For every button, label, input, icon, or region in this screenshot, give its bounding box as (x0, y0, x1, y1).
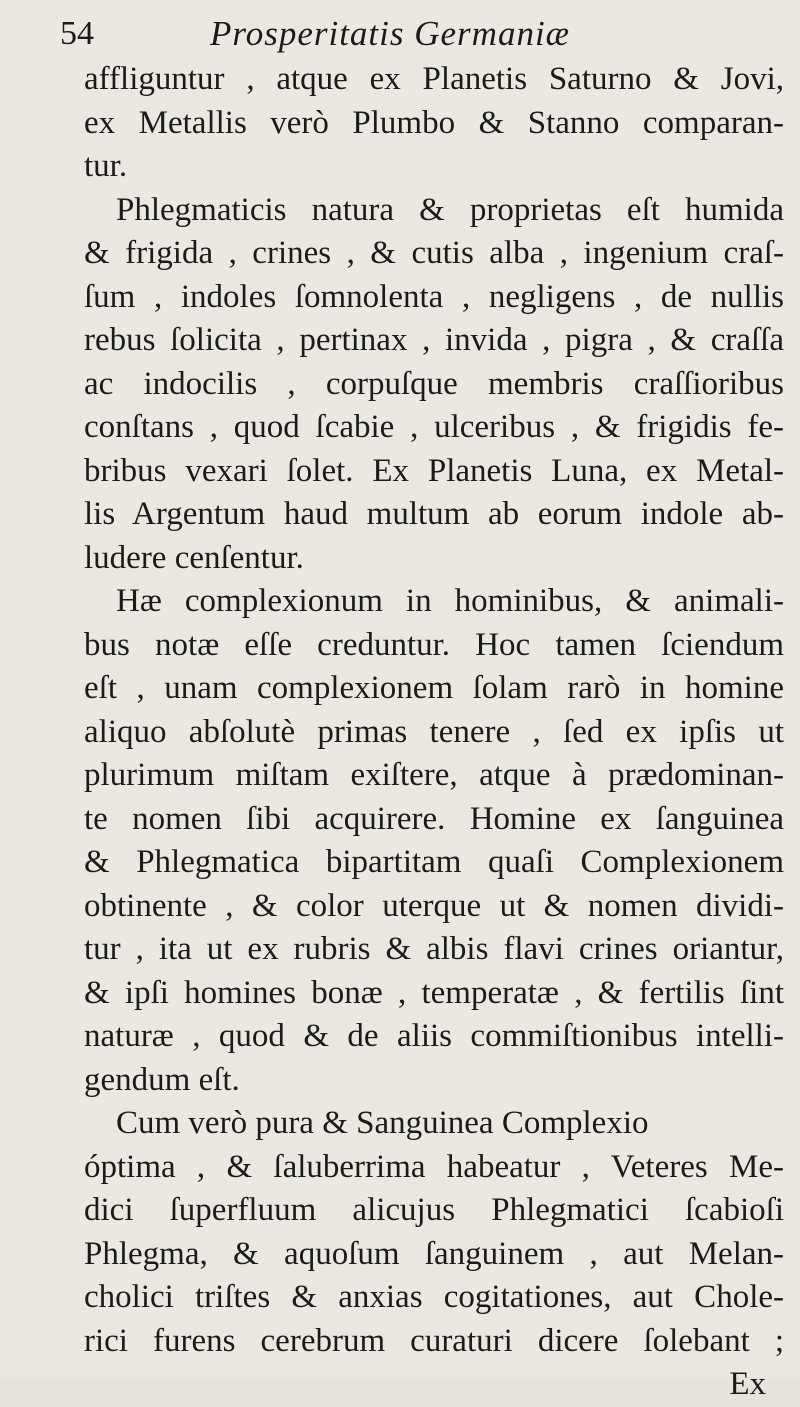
text-line: ludere cenſentur. (84, 539, 304, 576)
text-line: conſtans , quod ſcabie , ulceribus , & frigidis fe- (84, 409, 784, 445)
text-line: tur , ita ut ex rubris & albis flavi crines oriantur, (84, 931, 784, 967)
text-line: bribus vexari ſolet. Ex Planetis Luna, ex Metal- (84, 452, 785, 489)
text-line: & Phlegmatica bipartitam quaſi Complexionem (84, 844, 784, 880)
catchword-line (84, 1363, 784, 1407)
text-line: óptima , & ſaluberrima habeatur , Veteres Me- (84, 1148, 784, 1185)
text-line: aliquo abſolutè primas tenere , ſed ex ipſis ut (84, 713, 784, 750)
text-line: & ipſi homines bonæ , temperatæ , & fertilis ſint (84, 974, 784, 1011)
text-line: rebus ſolicita , pertinax , invida , pigra , & craſſa (84, 322, 784, 358)
text-line: dici ſuperfluum alicujus Phlegmatici ſcabioſi (84, 1192, 784, 1228)
text-line: & frigida , crines , & cutis alba , ingenium craſ- (84, 235, 784, 271)
text-line: rici furens cerebrum curaturi dicere ſolebant ; (84, 1322, 784, 1359)
text-line: Hæ complexionum in hominibus, & animali- (116, 583, 784, 619)
text-line: ex Metallis verò Plumbo & Stanno comparan- (84, 104, 784, 141)
running-head (60, 12, 760, 56)
text-line: cholici triſtes & anxias cogitationes, aut Chole- (84, 1279, 784, 1315)
page-number: 54 (60, 15, 94, 52)
body-text (84, 58, 784, 1407)
text-line: naturæ , quod & de aliis commiſtionibus intelli- (84, 1018, 784, 1054)
text-line: affliguntur , atque ex Planetis Saturno & Jovi, (84, 61, 784, 97)
text-line: gendum eſt. (84, 1061, 240, 1098)
text-line: Phlegmaticis natura & proprietas eſt humida (116, 191, 784, 228)
text-line: Phlegma, & aquoſum ſanguinem , aut Melan- (84, 1235, 785, 1272)
text-line: ſum , indoles ſomnolenta , negligens , de nullis (84, 278, 784, 315)
running-title: Prosperitatis Germaniæ (210, 14, 571, 53)
text-line: tur. (84, 148, 128, 184)
text-line: bus notæ eſſe creduntur. Hoc tamen ſciendum (84, 626, 784, 663)
catchword: Ex (729, 1366, 766, 1402)
text-line: te nomen ſibi acquirere. Homine ex ſanguinea (84, 800, 784, 837)
text-line: Cum verò pura & Sanguinea Complexio (116, 1105, 649, 1141)
text-line: plurimum miſtam exiſtere, atque à prædominan- (84, 757, 785, 793)
text-line: ac indocilis , corpuſque membris craſſioribus (84, 365, 784, 402)
text-line: eſt , unam complexionem ſolam rarò in homine (84, 670, 784, 706)
text-line: lis Argentum haud multum ab eorum indole ab- (84, 496, 784, 532)
text-line: obtinente , & color uterque ut & nomen dividi- (84, 887, 784, 924)
